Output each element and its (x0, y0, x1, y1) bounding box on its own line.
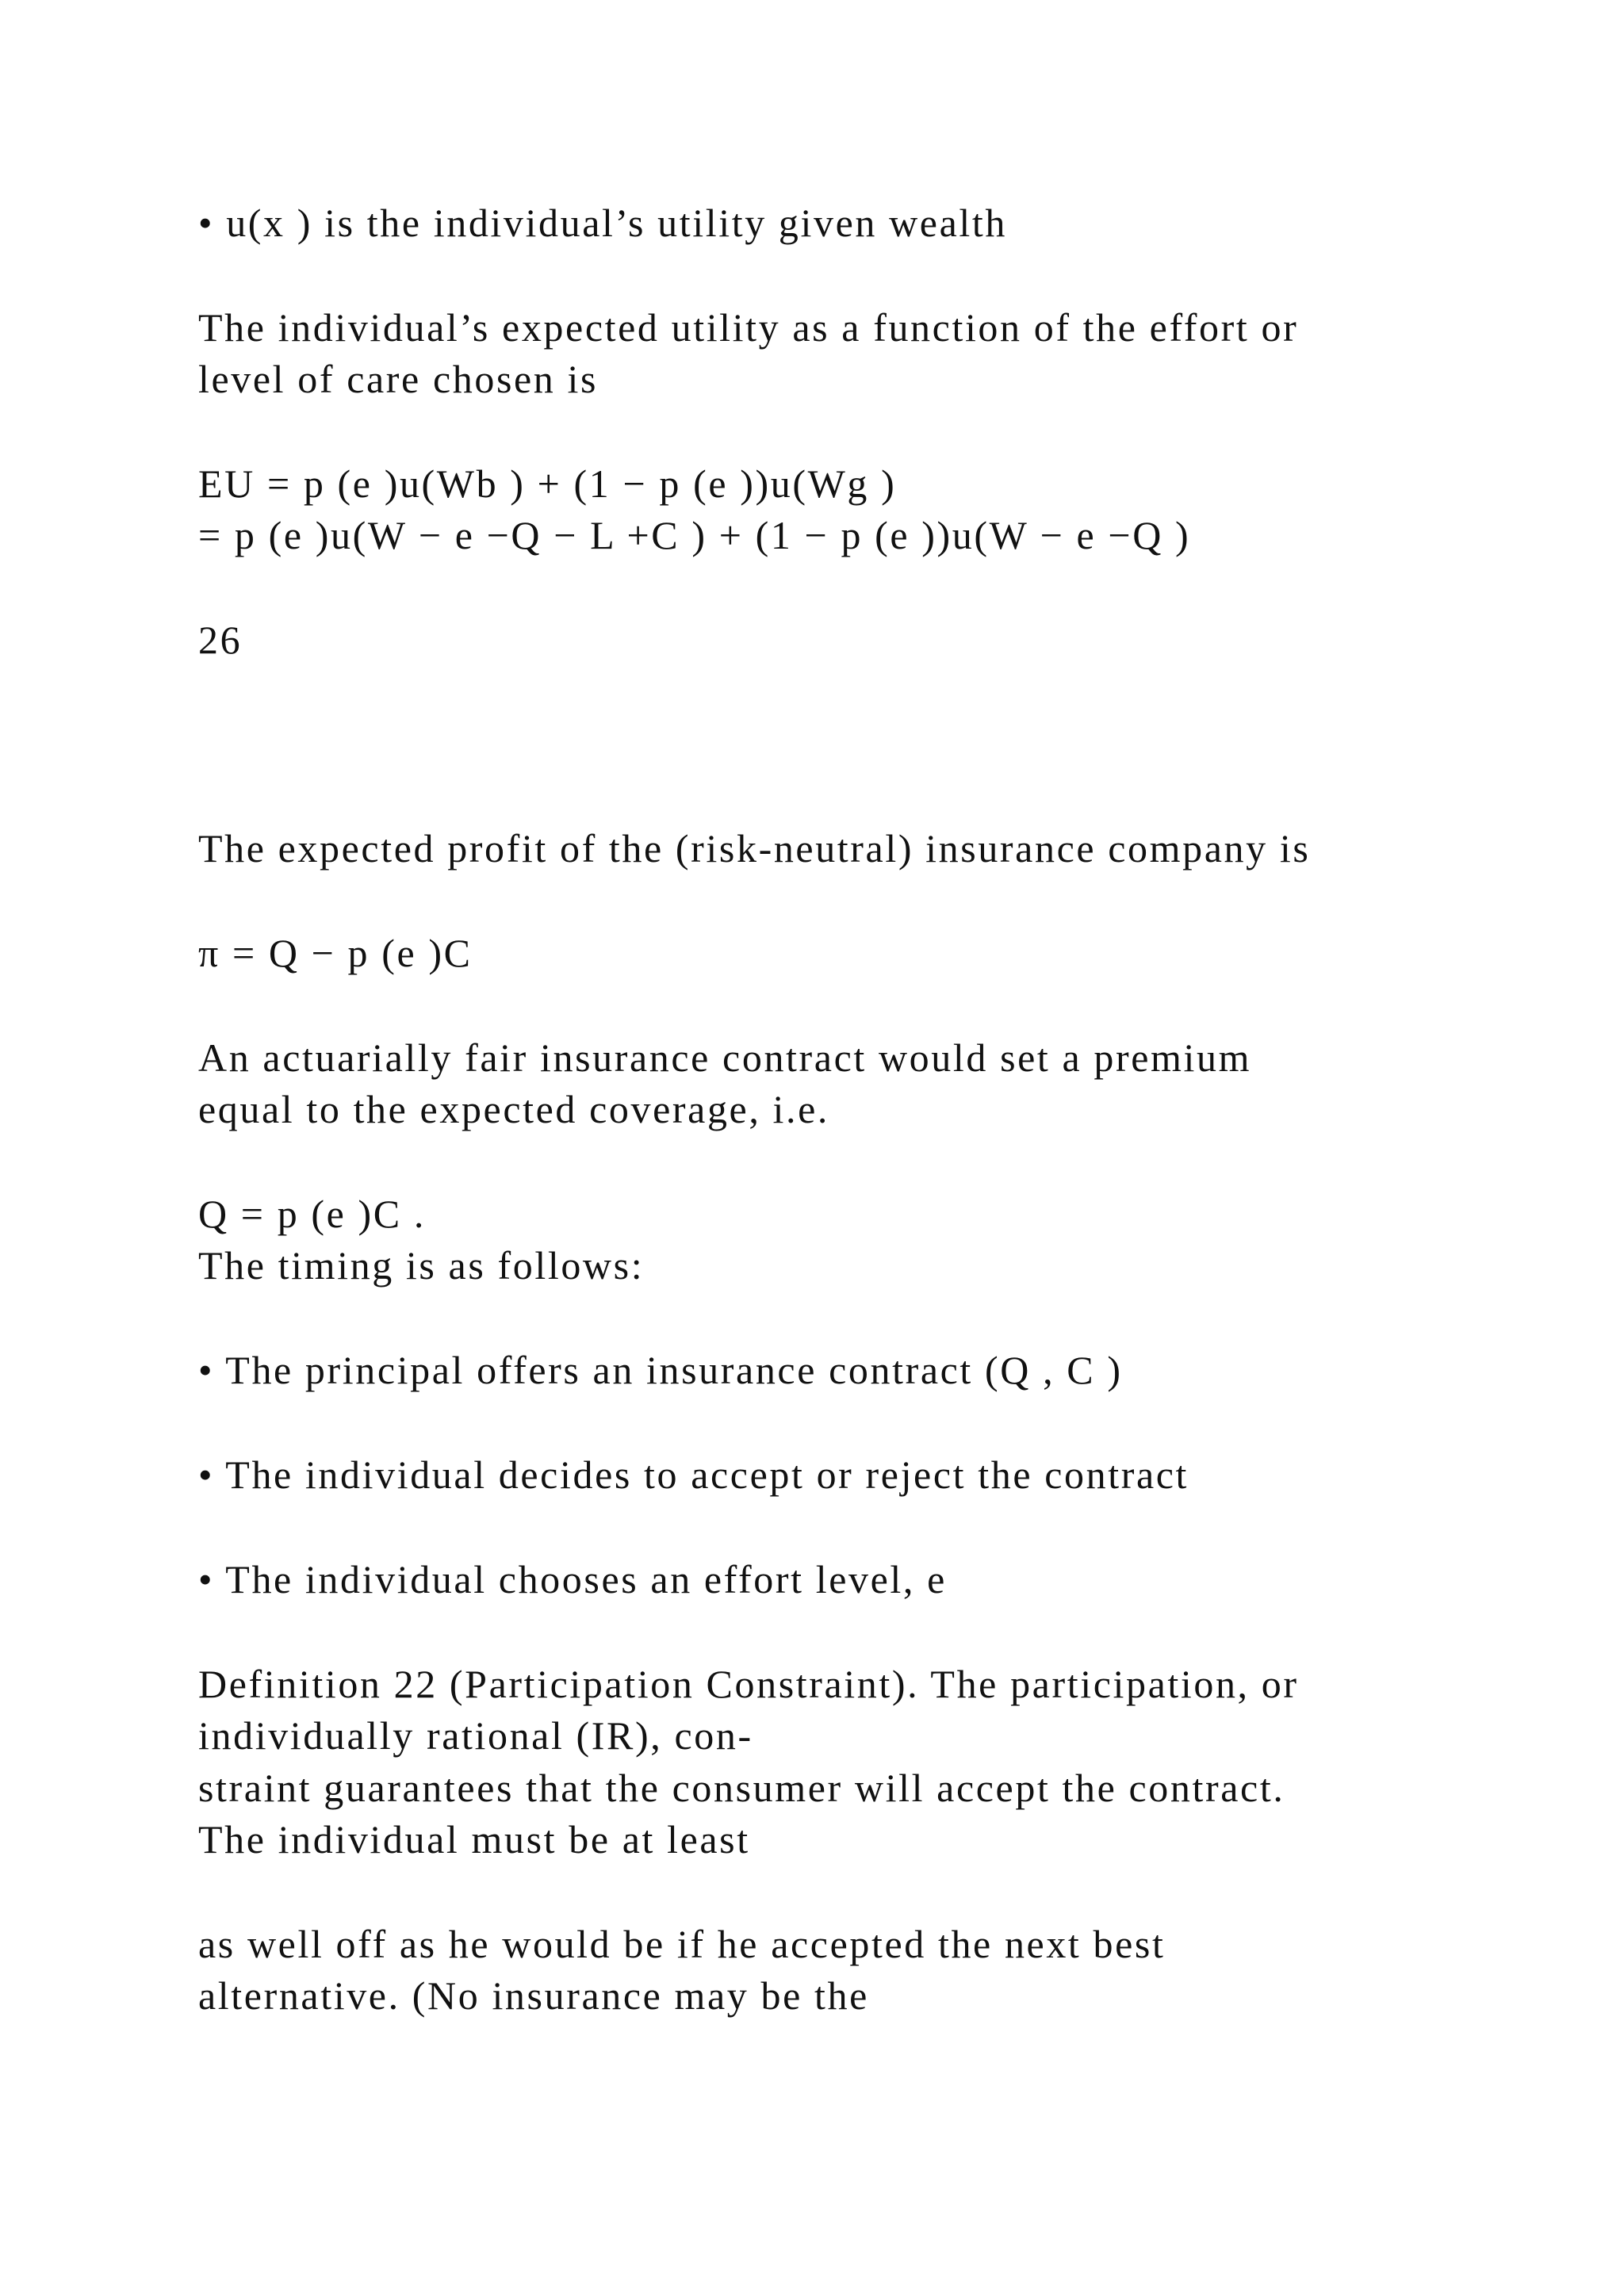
fair-premium-equation: Q = p (e )C . (198, 1192, 426, 1236)
expected-profit-intro: The expected profit of the (risk-neutral) insurance company is (198, 826, 1311, 871)
definition-line-6: alternative. (No insurance may be the (198, 1973, 869, 2018)
bullet-utility-definition: • u(x ) is the individual’s utility given wealth (198, 201, 1007, 245)
expected-utility-equation: EU = p (e )u(Wb ) + (1 − p (e ))u(Wg ) (198, 461, 897, 506)
definition-line-2: individually rational (IR), con- (198, 1713, 753, 1758)
definition-line-1: Definition 22 (Participation Constraint). The participation, or (198, 1662, 1299, 1706)
timing-bullet-offer: • The principal offers an insurance contract (Q , C ) (198, 1348, 1123, 1392)
expected-utility-intro-line-1: The individual’s expected utility as a function of the effort or (198, 305, 1299, 350)
fair-contract-line-1: An actuarially fair insurance contract would set a premium (198, 1035, 1252, 1080)
timing-intro: The timing is as follows: (198, 1243, 645, 1288)
timing-bullet-effort: • The individual chooses an effort level, e (198, 1557, 947, 1601)
timing-bullet-accept: • The individual decides to accept or reject the contract (198, 1452, 1189, 1497)
definition-line-4: The individual must be at least (198, 1817, 750, 1862)
definition-line-3: straint guarantees that the consumer will accept the contract. (198, 1766, 1285, 1810)
fair-contract-line-2: equal to the expected coverage, i.e. (198, 1087, 830, 1131)
expected-utility-intro-line-2: level of care chosen is (198, 357, 599, 401)
page-number: 26 (198, 618, 243, 662)
definition-line-5: as well off as he would be if he accepted the next best (198, 1922, 1166, 1966)
expected-utility-equation-expanded: = p (e )u(W − e −Q − L +C ) + (1 − p (e ))u(W − e −Q ) (198, 513, 1191, 557)
profit-equation: π = Q − p (e )C (198, 931, 473, 975)
